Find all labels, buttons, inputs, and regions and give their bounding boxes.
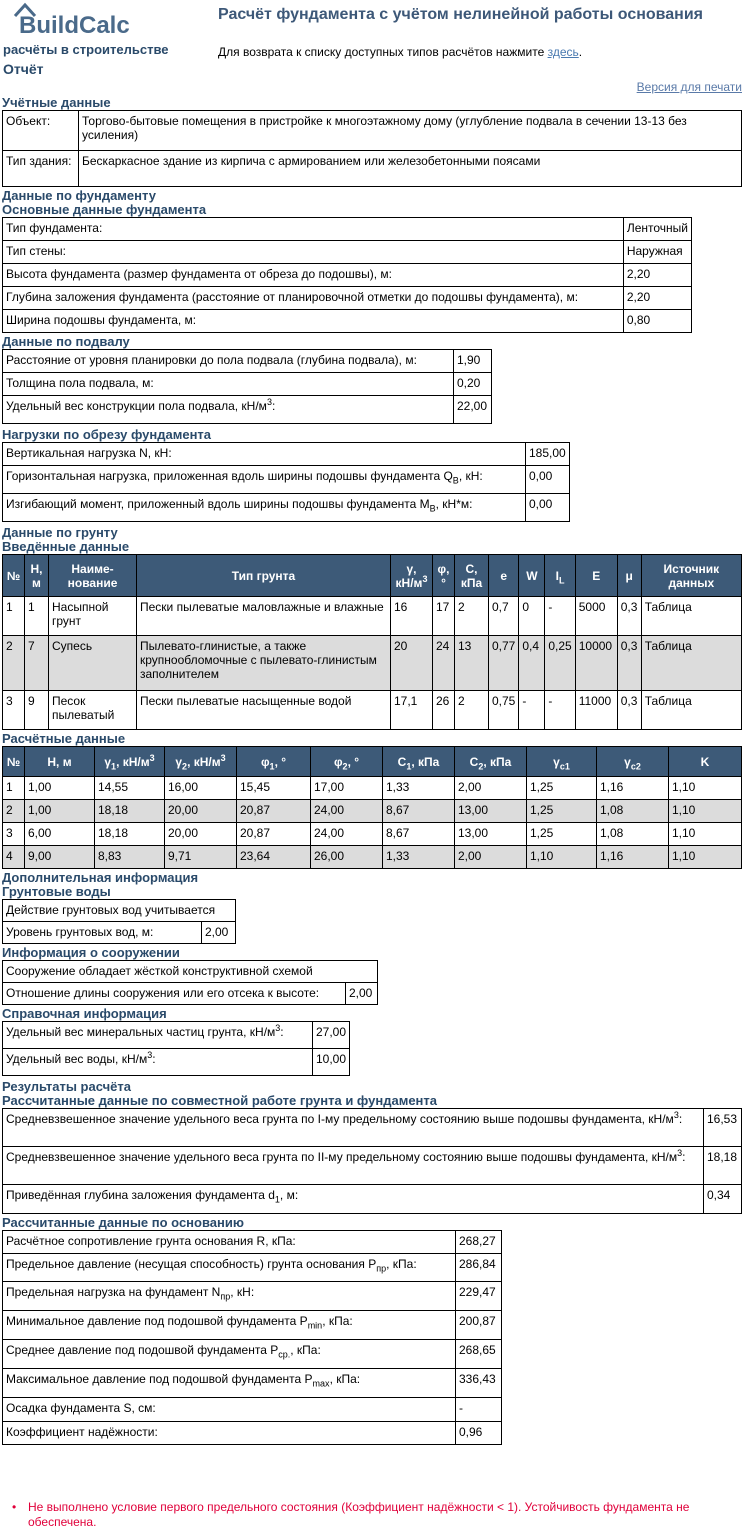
table-cell: 26 [433,691,455,730]
accounting-value: Торгово-бытовые помещения в пристройке к многоэтажному дому (углубление подвала в сечении 13-13 без усиления) [79,111,742,151]
table-cell: 13,00 [455,823,527,846]
row-label: Вертикальная нагрузка N, кН: [3,443,526,466]
row-label: Коэффициент надёжности: [3,1422,456,1445]
back-link[interactable]: здесь [547,45,579,59]
table-row [3,1147,742,1185]
table-row [3,310,692,333]
table-cell: 10000 [575,636,617,691]
col-header: μ [617,555,641,597]
table-cell: 1,33 [383,846,455,869]
table-row [3,1231,502,1254]
table-row [3,1398,502,1422]
structure-heading: Информация о сооружении [2,945,180,960]
table-cell: 0,3 [617,597,641,636]
table-row [3,1282,502,1311]
table-cell: 17,1 [391,691,433,730]
table-row [3,597,742,636]
table-cell: 0,3 [617,636,641,691]
table-row [3,636,742,691]
table-cell: 1,33 [383,777,455,800]
structure-note: Сооружение обладает жёсткой конструктивной схемой [3,961,378,983]
soil-calc-heading: Расчётные данные [2,731,126,746]
table-cell: 23,64 [237,846,311,869]
row-value: 18,18 [704,1147,742,1185]
table-cell: 2 [3,800,25,823]
table-cell: - [519,691,545,730]
row-label: Минимальное давление под подошвой фундамента $P_{min}$, кПа: [3,1311,456,1340]
row-value: 10,00 [312,1049,349,1076]
soil-entered-table [2,554,742,730]
accounting-value: Бескаркасное здание из кирпича с армированием или железобетонными поясами [79,151,742,187]
base-heading: Рассчитанные данные по основанию [2,1215,244,1230]
row-value: 1,90 [454,350,492,373]
warning-message [12,1500,738,1530]
table-cell: 1,16 [597,777,669,800]
table-cell: Таблица [641,636,741,691]
table-cell: Песок пылеватый [49,691,137,730]
table-cell: 9,71 [165,846,237,869]
groundwater-heading: Грунтовые воды [2,884,111,899]
col-header: $C_2$, кПа [455,747,527,777]
col-header: № [3,747,25,777]
extra-heading: Дополнительная информация [2,870,199,885]
warning-text: Не выполнено условие первого предельного состояния (Коэффициент надёжности < 1). Устойчивость фундамента не обеспечена. [28,1500,690,1529]
reference-table [2,1021,350,1076]
row-label: Средневзвешенное значение удельного веса грунта по I-му предельному состоянию выше подошвы фундамента, $кН/м^3$: [3,1109,704,1147]
back-note: Для возврата к списку доступных типов расчётов нажмите здесь. [218,45,583,59]
row-label: Глубина заложения фундамента (расстояние от планировочной отметки до подошвы фундамента), м: [3,287,624,310]
table-cell: 2,00 [455,777,527,800]
structure-ratio-value: 2,00 [346,983,378,1005]
table-cell: 1,10 [669,800,742,823]
col-header: W [519,555,545,597]
table-cell: 0,4 [519,636,545,691]
table-row [3,241,692,264]
row-label: Горизонтальная нагрузка, приложенная вдоль ширины подошвы фундамента $Q_B$, кН: [3,466,526,494]
row-label: Максимальное давление под подошвой фундамента $P_{max}$, кПа: [3,1369,456,1398]
joint-table [2,1108,742,1214]
row-value: 2,20 [623,264,691,287]
row-label: Тип фундамента: [3,218,624,241]
table-cell: 13 [455,636,489,691]
table-cell: 1,10 [669,777,742,800]
logo-text: BuildCalc [19,12,130,39]
logo[interactable] [3,2,203,57]
table-cell: 4 [3,846,25,869]
table-cell: 1,25 [527,823,597,846]
row-value: 27,00 [312,1022,349,1049]
col-header: $\gamma_{c2}$ [597,747,669,777]
table-cell: 1 [25,597,49,636]
table-row [3,922,236,944]
groundwater-level-label: Уровень грунтовых вод, м: [3,922,202,944]
row-label: Ширина подошвы фундамента, м: [3,310,624,333]
table-cell: Таблица [641,691,741,730]
table-cell: 1,10 [527,846,597,869]
table-row [3,494,570,522]
table-row [3,800,742,823]
row-value: 0,20 [454,373,492,396]
table-cell: 8,67 [383,823,455,846]
table-cell: 1,08 [597,800,669,823]
table-cell: 18,18 [95,823,165,846]
row-label: Осадка фундамента S, см: [3,1398,456,1422]
table-cell: 24,00 [311,800,383,823]
table-cell: 16,00 [165,777,237,800]
col-header: $\gamma_2$, $кН/м^3$ [165,747,237,777]
table-cell: Таблица [641,597,741,636]
table-cell: 13,00 [455,800,527,823]
col-header: C, кПа [455,555,489,597]
table-row [3,1340,502,1369]
table-cell: 17,00 [311,777,383,800]
basement-table [2,349,492,424]
table-row [3,443,570,466]
table-cell: 2 [455,691,489,730]
table-cell: 1,10 [669,823,742,846]
col-header: Источник данных [641,555,741,597]
row-label: Предельное давление (несущая способность) грунта основания $P_{пр}$, кПа: [3,1254,456,1282]
row-label: Среднее давление под подошвой фундамента $P_{ср.}$, кПа: [3,1340,456,1369]
accounting-label: Тип здания: [3,151,79,187]
table-cell: 18,18 [95,800,165,823]
accounting-label: Объект: [3,111,79,151]
accounting-table [2,110,742,187]
table-row [3,900,236,922]
table-cell: 5000 [575,597,617,636]
row-value: 0,80 [623,310,691,333]
table-row [3,823,742,846]
row-label: Удельный вес конструкции пола подвала, $кН/м^3$: [3,396,454,424]
col-header: № [3,555,25,597]
page-title: Расчёт фундамента с учётом нелинейной работы основания [218,6,704,23]
row-value: 286,84 [456,1254,502,1282]
table-cell: - [545,691,575,730]
table-cell: 2 [455,597,489,636]
row-value: 0,96 [456,1422,502,1445]
structure-table [2,960,378,1005]
foundation-main-heading: Основные данные фундамента [2,202,207,217]
table-cell: 9,00 [25,846,95,869]
table-row [3,1311,502,1340]
table-cell: Насыпной грунт [49,597,137,636]
table-cell: 0,25 [545,636,575,691]
table-cell: 1,16 [597,846,669,869]
row-label: Толщина пола подвала, м: [3,373,454,396]
col-header: $\varphi_2$, ° [311,747,383,777]
col-header: $\varphi_1$, ° [237,747,311,777]
row-value: 0,00 [526,494,570,522]
table-row [3,1109,742,1147]
table-cell: 20 [391,636,433,691]
col-header: Тип грунта [137,555,391,597]
table-cell: 1,25 [527,800,597,823]
soil-heading: Данные по грунту [2,525,118,540]
row-value: Наружная [623,241,691,264]
row-label: Приведённая глубина заложения фундамента $d_1$, м: [3,1185,704,1214]
row-label: Расстояние от уровня планировки до пола подвала (глубина подвала), м: [3,350,454,373]
table-row [3,264,692,287]
loads-heading: Нагрузки по обрезу фундамента [2,427,212,442]
table-cell: 1 [3,597,25,636]
table-cell: 8,83 [95,846,165,869]
basement-heading: Данные по подвалу [2,334,130,349]
table-row [3,287,692,310]
table-cell: 16 [391,597,433,636]
col-header: $I_L$ [545,555,575,597]
col-header: H, м [25,555,49,597]
foundation-heading: Данные по фундаменту [2,188,156,203]
table-cell: Пески пылеватые маловлажные и влажные [137,597,391,636]
soil-entered-heading: Введённые данные [2,539,130,554]
row-label: Изгибающий момент, приложенный вдоль ширины подошвы фундамента $M_B$, кН*м: [3,494,526,522]
table-row [3,1049,350,1076]
col-header: E [575,555,617,597]
row-value: 185,00 [526,443,570,466]
row-label: Высота фундамента (размер фундамента от обреза до подошвы), м: [3,264,624,287]
table-cell: 1,10 [669,846,742,869]
results-heading: Результаты расчёта [2,1079,131,1094]
table-cell: 1,08 [597,823,669,846]
table-row [3,691,742,730]
row-label: Удельный вес минеральных частиц грунта, $кН/м^3$: [3,1022,313,1049]
row-value: - [456,1398,502,1422]
table-cell: 26,00 [311,846,383,869]
table-row [3,1185,742,1214]
reference-heading: Справочная информация [2,1006,167,1021]
table-cell: 1,25 [527,777,597,800]
col-header: e [489,555,519,597]
row-label: Предельная нагрузка на фундамент $N_{пр}$, кН: [3,1282,456,1311]
table-cell: 3 [3,823,25,846]
report-content [2,96,742,1445]
groundwater-level-value: 2,00 [202,922,236,944]
table-cell: 15,45 [237,777,311,800]
soil-calc-table [2,746,742,869]
table-row [3,396,492,424]
table-row [3,983,378,1005]
loads-table [2,442,570,522]
table-cell: 9 [25,691,49,730]
table-cell: 3 [3,691,25,730]
groundwater-table [2,899,236,944]
foundation-main-table [2,217,692,333]
table-cell: 20,87 [237,823,311,846]
table-cell: 0,7 [489,597,519,636]
col-header: $\gamma_1$, $кН/м^3$ [95,747,165,777]
row-value: Ленточный [623,218,691,241]
table-cell: 20,00 [165,800,237,823]
table-cell: 7 [25,636,49,691]
table-cell: 20,87 [237,800,311,823]
table-row [3,373,492,396]
table-row [3,1254,502,1282]
table-cell: 0 [519,597,545,636]
logo-tagline: расчёты в строительстве [3,42,169,57]
table-cell: 2 [3,636,25,691]
row-value: 268,27 [456,1231,502,1254]
col-header: H, м [25,747,95,777]
col-header: K [669,747,742,777]
table-cell: 8,67 [383,800,455,823]
table-cell: 1,00 [25,777,95,800]
table-cell: 2,00 [455,846,527,869]
row-label: Расчётное сопротивление грунта основания R, кПа: [3,1231,456,1254]
row-value: 0,34 [704,1185,742,1214]
table-cell: 24 [433,636,455,691]
table-row [3,466,570,494]
table-cell: 0,3 [617,691,641,730]
table-cell: 6,00 [25,823,95,846]
row-label: Средневзвешенное значение удельного веса грунта по II-му предельному состоянию выше подошвы фундамента, $кН/м^3$: [3,1147,704,1185]
row-value: 229,47 [456,1282,502,1311]
groundwater-note: Действие грунтовых вод учитывается [3,900,236,922]
table-cell: 24,00 [311,823,383,846]
row-label: Удельный вес воды, $кН/м^3$: [3,1049,313,1076]
structure-ratio-label: Отношение длины сооружения или его отсека к высоте: [3,983,346,1005]
table-row [3,1422,502,1445]
row-value: 268,65 [456,1340,502,1369]
row-label: Тип стены: [3,241,624,264]
table-cell: 11000 [575,691,617,730]
base-table [2,1230,502,1445]
col-header: $C_1$, кПа [383,747,455,777]
table-row [3,218,692,241]
col-header: $\gamma_{c1}$ [527,747,597,777]
table-cell: - [545,597,575,636]
table-cell: 1,00 [25,800,95,823]
report-label: Отчёт [3,61,44,77]
table-row [3,846,742,869]
table-row [3,350,492,373]
table-cell: Пылевато-глинистые, а также крупнообломочные с пылевато-глинистым заполнителем [137,636,391,691]
row-value: 22,00 [454,396,492,424]
table-cell: 0,75 [489,691,519,730]
row-value: 2,20 [623,287,691,310]
bullet-icon: • [12,1500,17,1514]
table-cell: 14,55 [95,777,165,800]
row-value: 200,87 [456,1311,502,1340]
row-value: 336,43 [456,1369,502,1398]
row-value: 16,53 [704,1109,742,1147]
table-row [3,1369,502,1398]
col-header: Наиме- нование [49,555,137,597]
row-value: 0,00 [526,466,570,494]
table-row [3,151,742,187]
col-header: φ, ° [433,555,455,597]
accounting-heading: Учётные данные [2,95,111,110]
table-row [3,1022,350,1049]
table-cell: Пески пылеватые насыщенные водой [137,691,391,730]
table-cell: Супесь [49,636,137,691]
table-row [3,961,378,983]
table-row [3,777,742,800]
table-cell: 0,77 [489,636,519,691]
table-cell: 1 [3,777,25,800]
table-cell: 20,00 [165,823,237,846]
col-header: γ, $кН/м^3$ [391,555,433,597]
joint-heading: Рассчитанные данные по совместной работе грунта и фундамента [2,1093,437,1108]
print-version-link[interactable]: Версия для печати [636,80,742,94]
table-row [3,111,742,151]
table-cell: 17 [433,597,455,636]
